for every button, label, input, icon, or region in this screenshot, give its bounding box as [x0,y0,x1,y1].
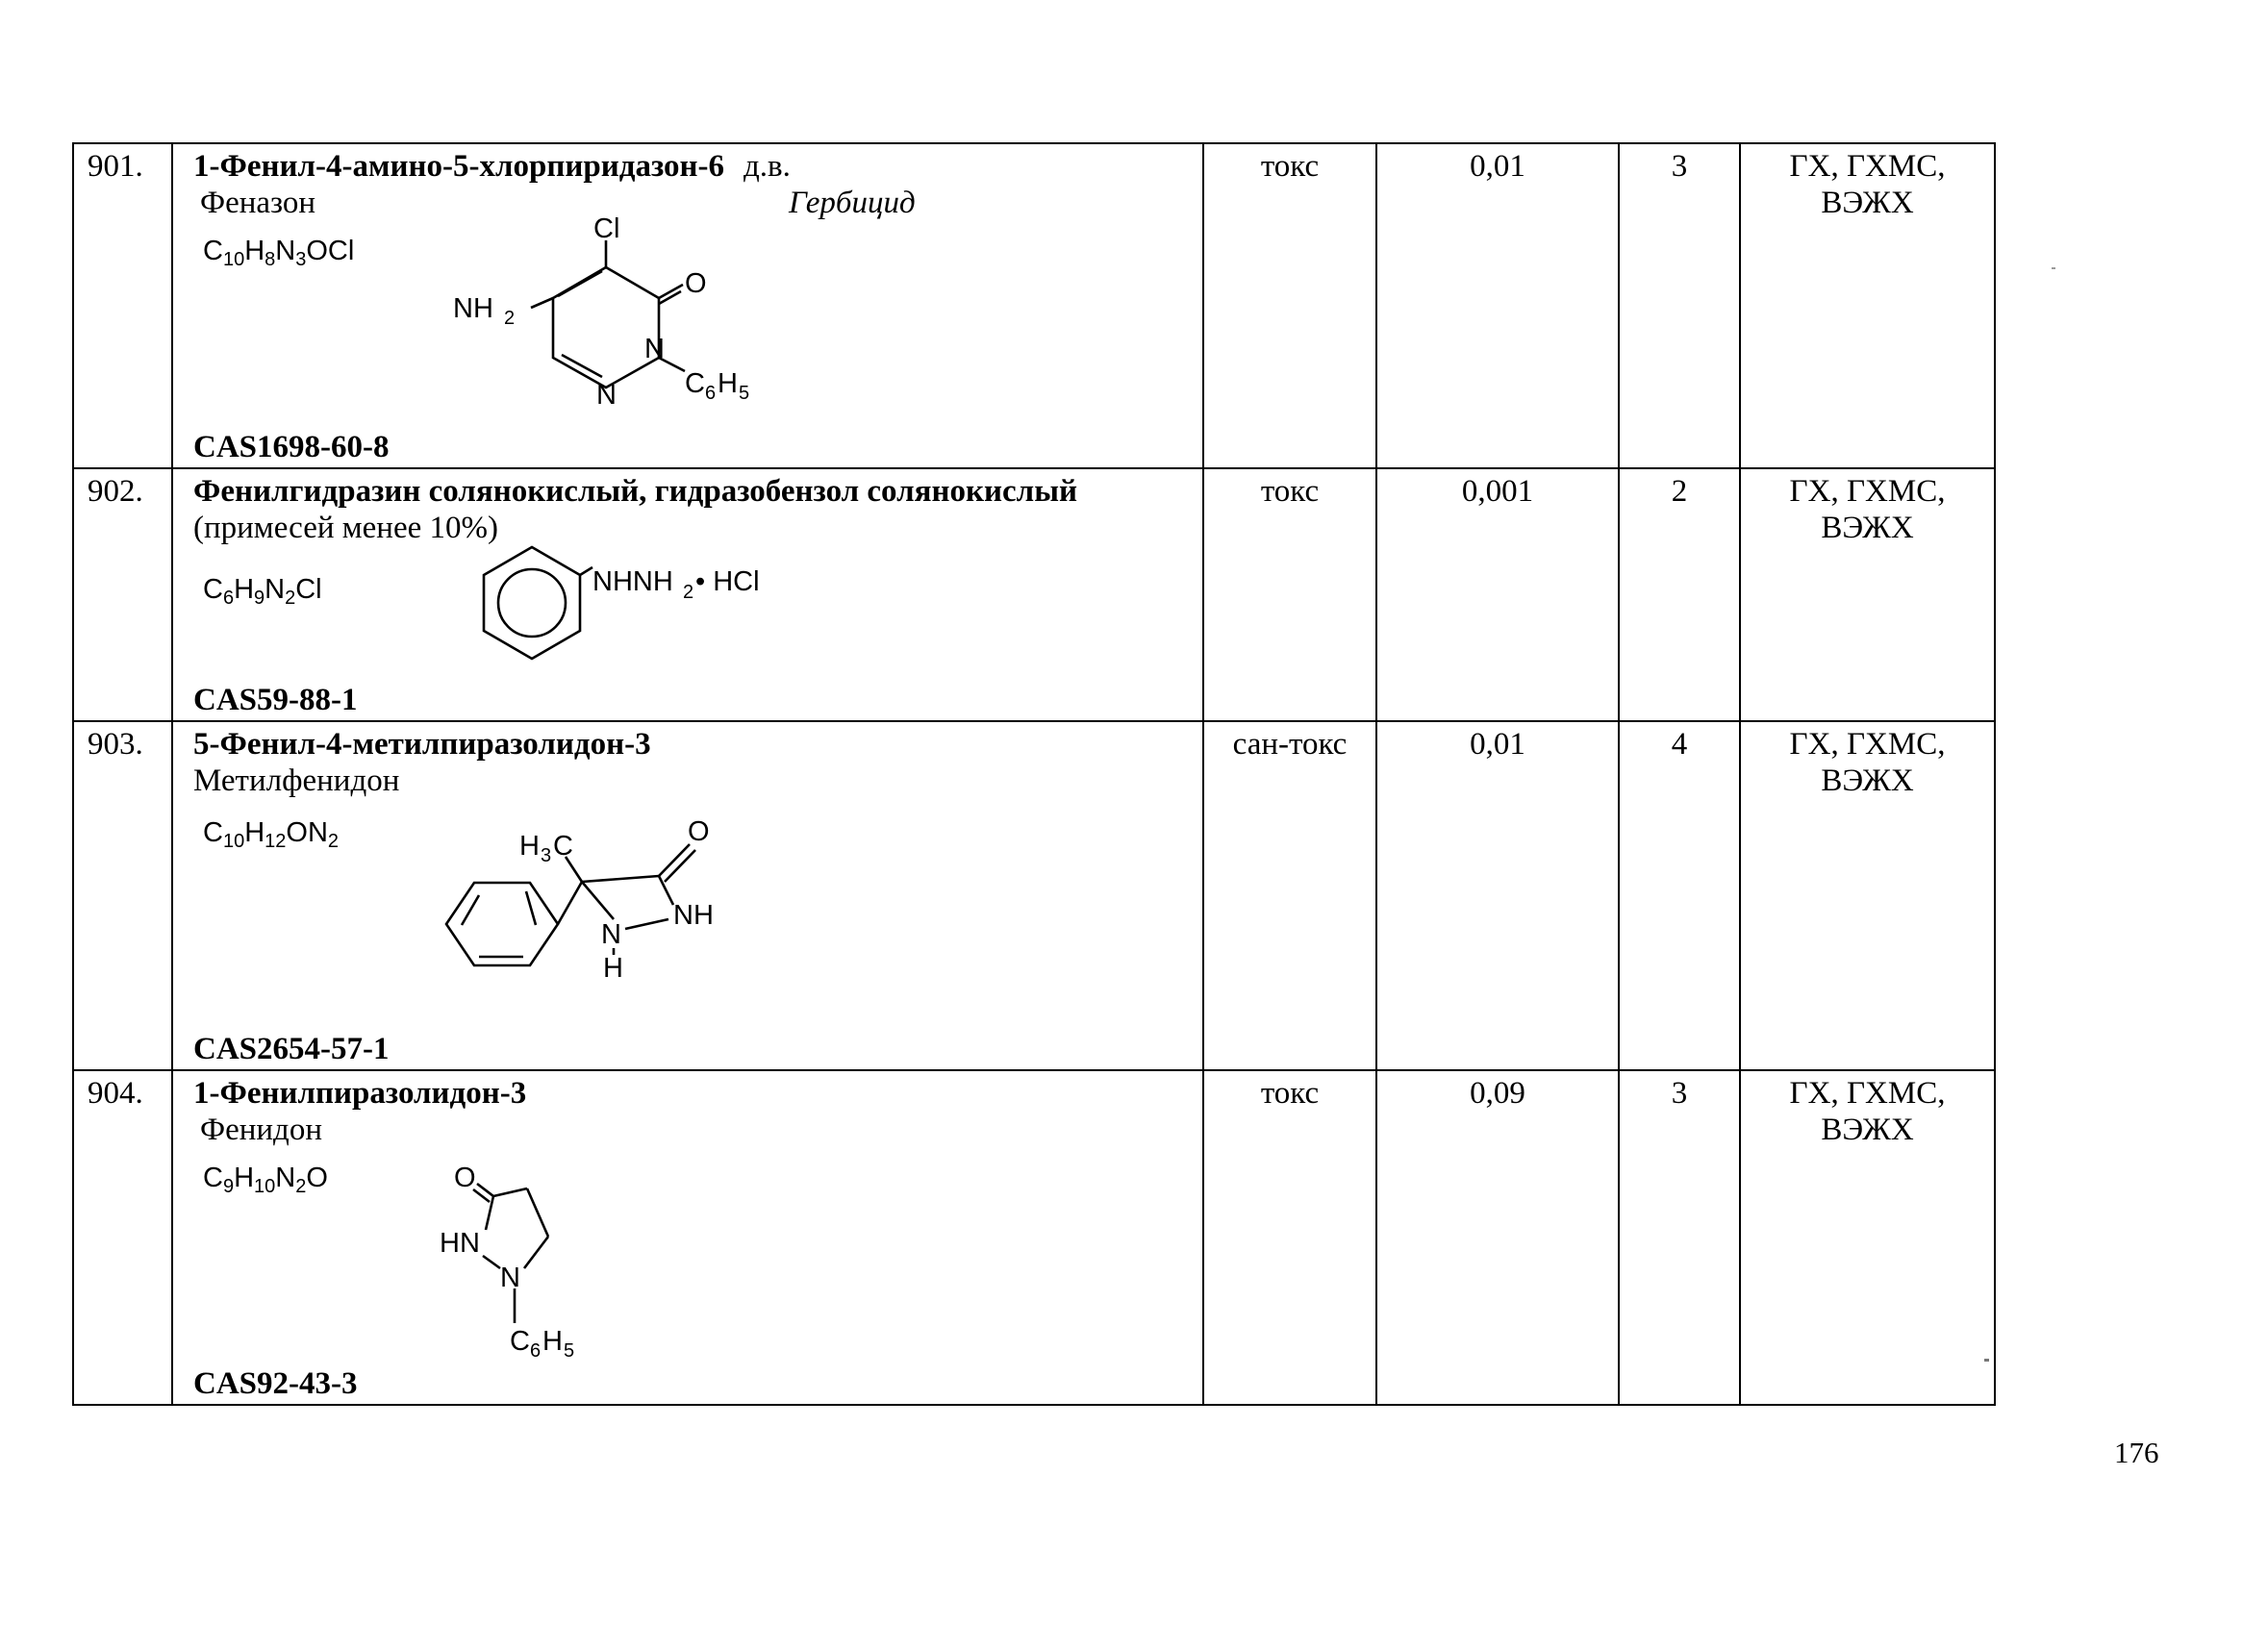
molecular-formula: $C_9H_{10}N_2O$ [203,1163,328,1197]
table-row [73,143,1995,468]
svg-text:C: C [553,831,573,862]
svg-text:NH: NH [673,900,714,931]
svg-text:Cl: Cl [593,213,620,244]
row-number: 903. [73,721,172,1070]
table-row [73,1070,1995,1405]
structure-diagram [173,144,1193,471]
substance-note: (примесей менее 10%) [193,511,498,545]
svg-text:5: 5 [739,383,750,404]
svg-text:H: H [542,1326,563,1357]
svg-text:H: H [519,831,540,862]
svg-text:C: C [685,368,705,399]
svg-text:6: 6 [705,383,717,404]
cas-number: CAS92-43-3 [193,1366,358,1401]
svg-text:6: 6 [530,1340,542,1362]
svg-text:2: 2 [504,308,516,329]
svg-text:N: N [596,380,617,411]
molecular-formula: $C_6H_9N_2Cl$ [203,574,322,609]
class-cell: 3 [1619,1070,1740,1405]
substance-table [72,142,1996,1406]
svg-text:N: N [644,334,665,364]
value-cell: 0,01 [1376,721,1619,1070]
substance-name: Фенилгидразин солянокислый, гидразобензол солянокислый [193,474,1077,509]
scan-speck [1984,1359,1989,1362]
substance-cell [172,1070,1203,1405]
row-number: 901. [73,143,172,468]
substance-name: 5-Фенил-4-метилпиразолидон-3 [193,727,651,762]
structure-diagram [173,722,1193,1073]
scan-speck [2052,267,2055,269]
table-row [73,721,1995,1070]
svg-text:H: H [718,368,738,399]
hazard-cell: токс [1203,143,1376,468]
svg-text:H: H [603,953,623,984]
value-cell: 0,09 [1376,1070,1619,1405]
substance-use: Гербицид [789,186,916,220]
value-cell: 0,001 [1376,468,1619,721]
svg-text:O: O [685,268,707,299]
molecular-formula: $C_{10}H_{12}ON_2$ [203,817,340,852]
hazard-cell: токс [1203,1070,1376,1405]
cas-number: CAS59-88-1 [193,683,358,717]
svg-text:C: C [510,1326,530,1357]
class-cell: 3 [1619,143,1740,468]
svg-text:HN: HN [440,1228,480,1259]
substance-synonym: Фенидон [200,1113,322,1147]
value-cell: 0,01 [1376,143,1619,468]
table-row [73,468,1995,721]
method-cell: ГХ, ГХМС, ВЭЖХ [1740,721,1995,1070]
substance-status: д.в. [743,149,791,184]
row-number: 904. [73,1070,172,1405]
svg-text:NH: NH [453,293,493,324]
class-cell: 4 [1619,721,1740,1070]
substance-name: 1-Фенилпиразолидон-3 [193,1076,527,1111]
class-cell: 2 [1619,468,1740,721]
substance-cell [172,143,1203,468]
svg-text:N: N [601,919,621,950]
method-cell: ГХ, ГХМС, ВЭЖХ [1740,468,1995,721]
svg-text:2: 2 [683,582,694,603]
substance-name: 1-Фенил-4-амино-5-хлорпиридазон-6 [193,149,725,184]
svg-text:O: O [454,1163,476,1193]
cas-number: CAS1698-60-8 [193,430,390,464]
substance-synonym: Феназон [200,186,316,220]
hazard-cell: токс [1203,468,1376,721]
method-cell: ГХ, ГХМС, ВЭЖХ [1740,143,1995,468]
svg-text:5: 5 [564,1340,575,1362]
row-number: 902. [73,468,172,721]
page-number: 176 [2114,1436,2159,1469]
substance-synonym: Метилфенидон [193,763,400,798]
method-cell: ГХ, ГХМС, ВЭЖХ [1740,1070,1995,1405]
svg-text:NHNH: NHNH [592,566,673,597]
svg-text:O: O [688,816,710,847]
cas-number: CAS2654-57-1 [193,1032,390,1066]
substance-cell [172,468,1203,721]
hazard-cell: сан-токс [1203,721,1376,1070]
svg-text:• HCl: • HCl [695,566,760,597]
substance-cell [172,721,1203,1070]
svg-text:N: N [500,1263,520,1293]
molecular-formula: $C_{10}H_8N_3OCl$ [203,236,355,270]
structure-diagram [173,1071,1193,1408]
svg-text:3: 3 [541,845,552,866]
